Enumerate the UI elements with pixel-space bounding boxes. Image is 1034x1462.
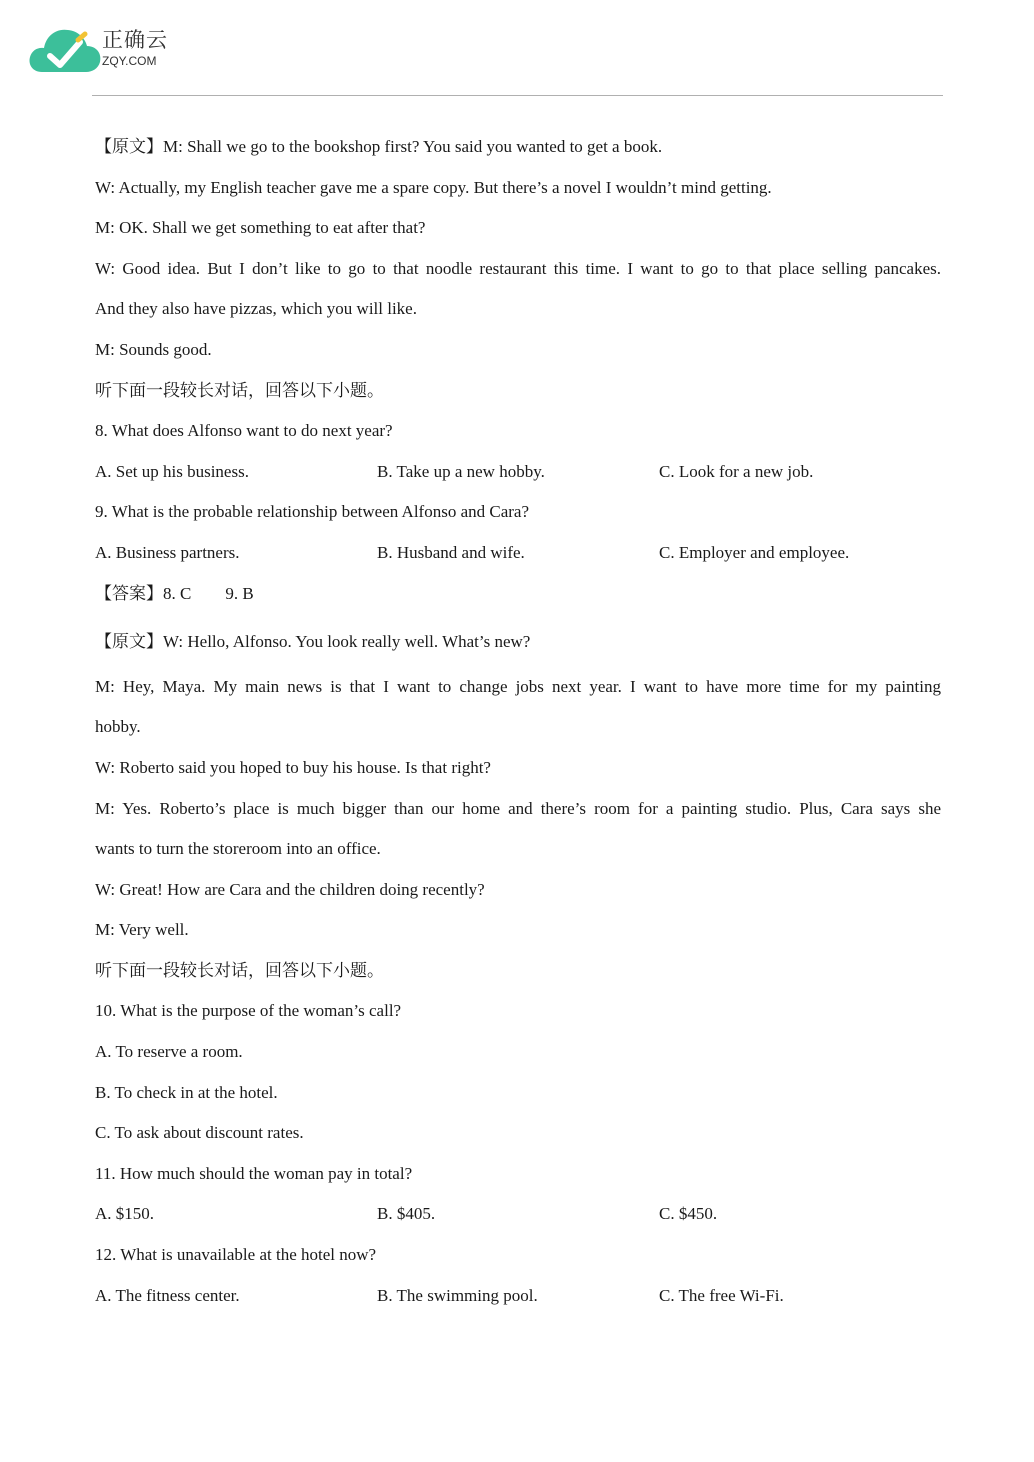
section-instruction: 听下面一段较长对话，回答以下小题。: [95, 380, 384, 400]
option-b: B. To check in at the hotel.: [95, 1082, 278, 1102]
option-c: C. To ask about discount rates.: [95, 1123, 304, 1143]
answer-8: 【答案】8. C: [95, 583, 192, 603]
option-c: C. Look for a new job.: [659, 461, 814, 481]
transcript-line: W: Roberto said you hoped to buy his house. Is that right?: [95, 757, 491, 777]
transcript-line: M: Hey, Maya. My main news is that I want to change jobs next year. I want to have more time for my painting: [95, 676, 941, 696]
option-a: A. Set up his business.: [95, 461, 249, 481]
header-divider: [92, 95, 943, 96]
question-8-options: [95, 452, 941, 493]
question-9: 9. What is the probable relationship between Alfonso and Cara?: [95, 502, 530, 522]
transcript-line: M: OK. Shall we get something to eat after that?: [95, 218, 426, 238]
option-b: B. $405.: [377, 1204, 436, 1224]
document-body: [95, 127, 941, 1316]
transcript-line: 【原文】W: Hello, Alfonso. You look really well. What’s new?: [95, 632, 531, 652]
section-instruction: 听下面一段较长对话，回答以下小题。: [95, 960, 384, 980]
option-b: B. Take up a new hobby.: [377, 461, 545, 481]
option-a: A. To reserve a room.: [95, 1042, 243, 1062]
transcript-line: 【原文】M: Shall we go to the bookshop first? You said you wanted to get a book.: [95, 137, 663, 156]
option-b: B. The swimming pool.: [377, 1285, 538, 1305]
transcript-line: M: Yes. Roberto’s place is much bigger than our home and there’s room for a painting studio. Plus, Cara says she: [95, 798, 941, 818]
transcript-line: M: Very well.: [95, 920, 189, 940]
question-8: 8. What does Alfonso want to do next year?: [95, 421, 393, 441]
transcript-line: And they also have pizzas, which you will like.: [95, 299, 417, 319]
question-10: 10. What is the purpose of the woman’s call?: [95, 1001, 402, 1021]
transcript-line: W: Great! How are Cara and the children doing recently?: [95, 879, 485, 899]
question-12: 12. What is unavailable at the hotel now?: [95, 1245, 377, 1265]
question-9-options: [95, 533, 941, 574]
option-c: C. The free Wi-Fi.: [659, 1285, 784, 1305]
option-a: A. Business partners.: [95, 542, 240, 562]
option-a: A. $150.: [95, 1204, 155, 1224]
transcript-line: M: Sounds good.: [95, 339, 212, 359]
answer-9: 9. B: [225, 583, 254, 603]
option-c: C. $450.: [659, 1204, 718, 1224]
question-11: 11. How much should the woman pay in total?: [95, 1163, 413, 1183]
option-b: B. Husband and wife.: [377, 542, 525, 562]
page-header: [0, 0, 1034, 100]
question-12-options: [95, 1276, 941, 1317]
question-11-options: [95, 1194, 941, 1235]
logo-text-en: ZQY.COM: [102, 54, 157, 68]
transcript-line: W: Actually, my English teacher gave me a spare copy. But there’s a novel I wouldn’t mind getting.: [95, 177, 772, 197]
transcript-line: hobby.: [95, 717, 141, 737]
option-a: A. The fitness center.: [95, 1285, 240, 1305]
transcript-line: W: Good idea. But I don’t like to go to that noodle restaurant this time. I want to go to that place selling pancakes.: [95, 258, 941, 278]
answer-line: [95, 574, 941, 615]
option-c: C. Employer and employee.: [659, 542, 850, 562]
logo-text-cn: 正确云: [102, 28, 168, 52]
transcript-line: wants to turn the storeroom into an office.: [95, 839, 381, 859]
